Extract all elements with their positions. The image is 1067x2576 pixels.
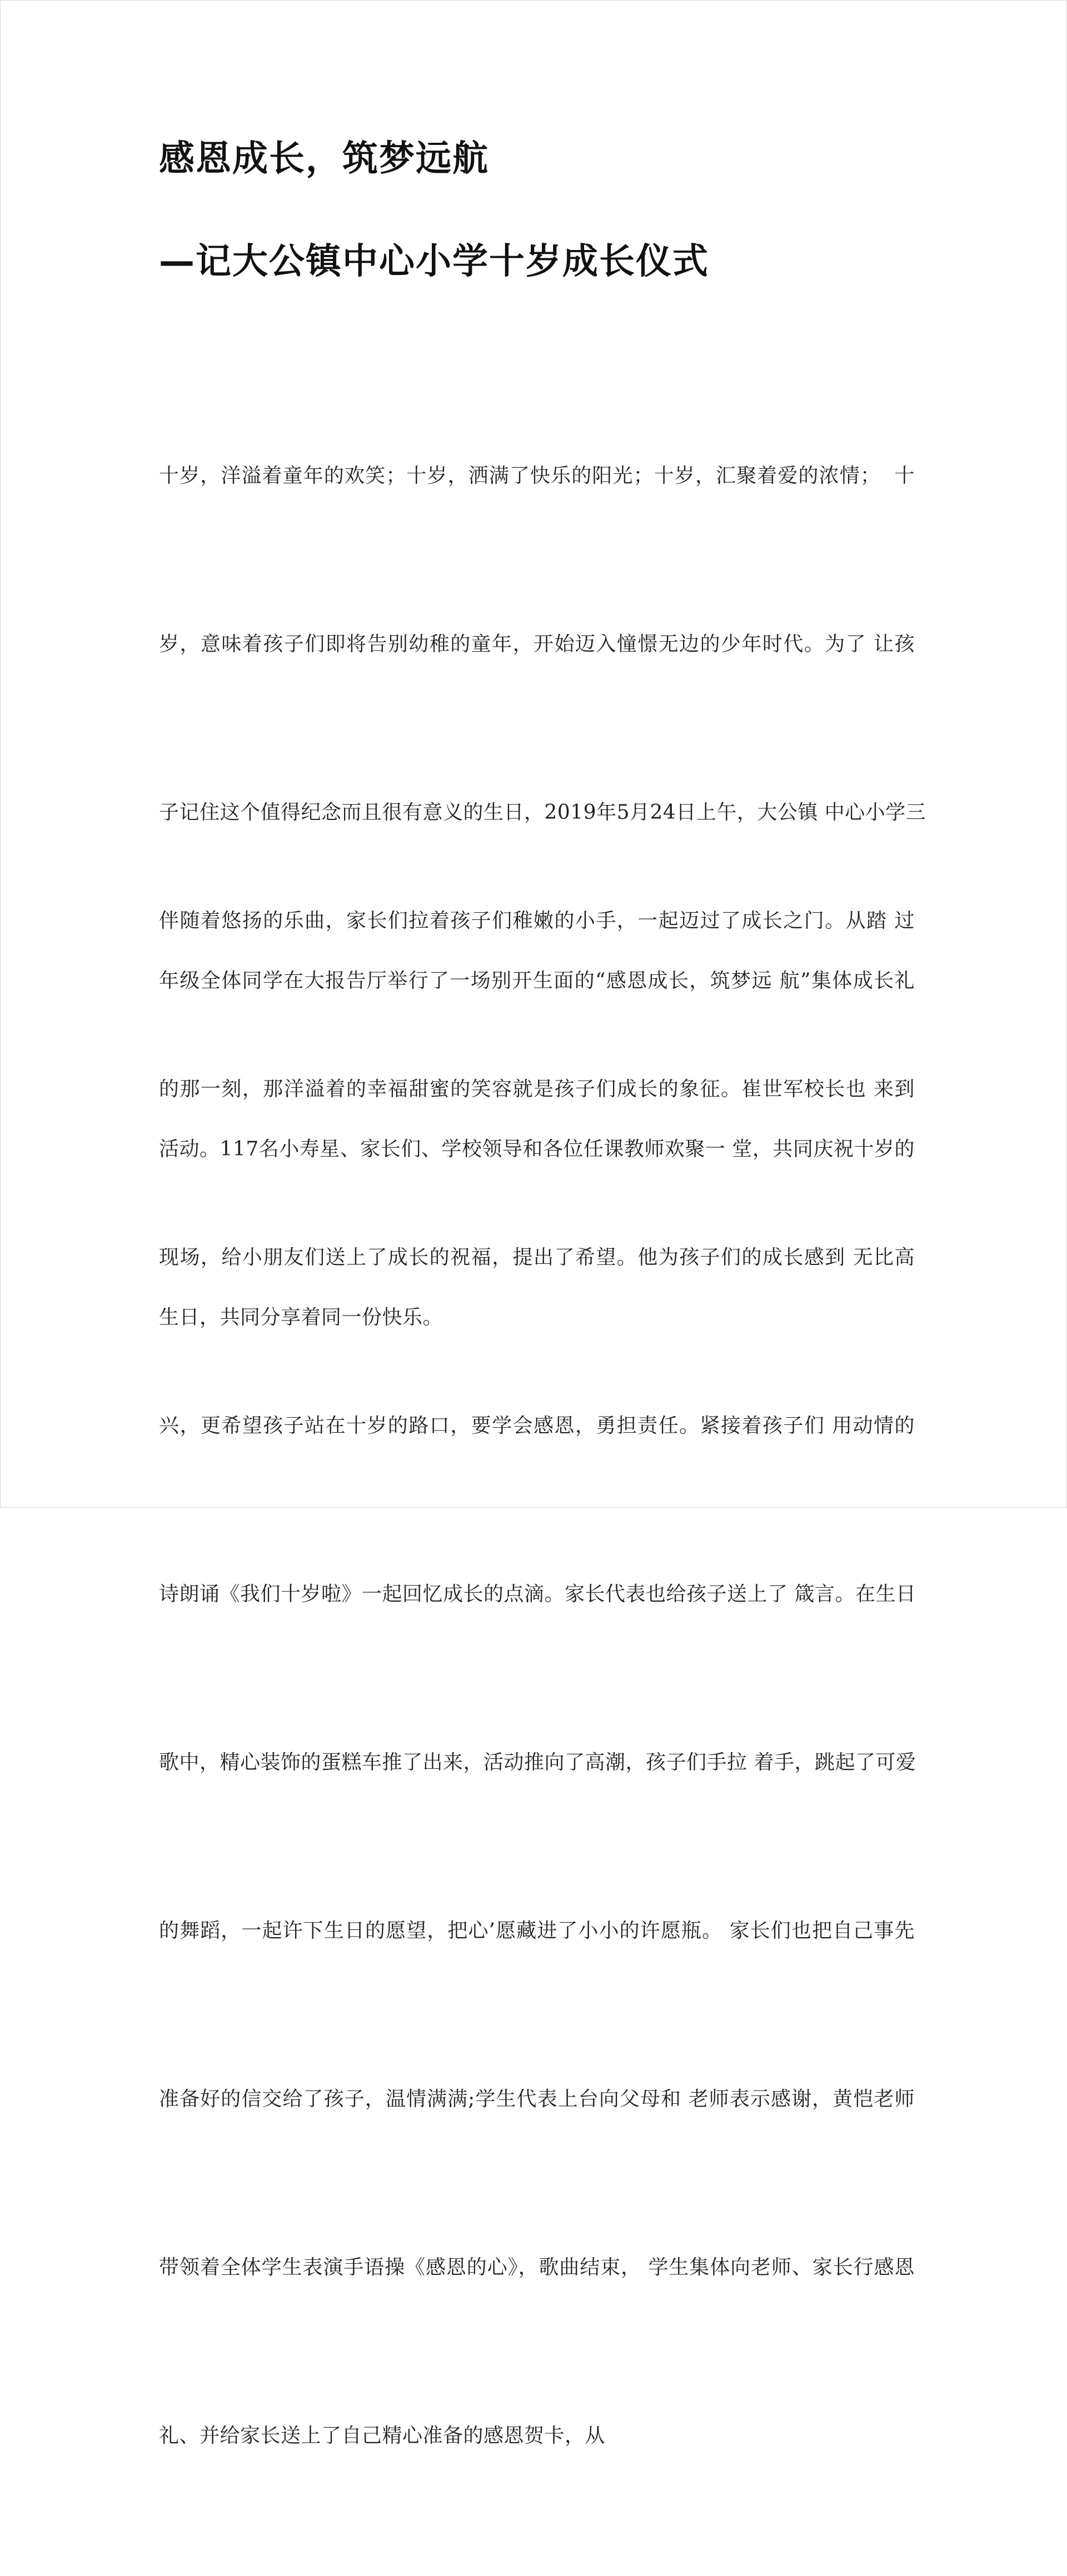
paragraph-line: 准备好的信交给了孩子，温情满满;学生代表上台向父母和 老师表示感谢，黄恺老师 xyxy=(159,2088,915,2110)
paragraph-line: 歌中，精心装饰的蛋糕车推了出来，活动推向了高潮，孩子们手拉 着手，跳起了可爱 xyxy=(159,1751,916,1774)
paragraph-line: 伴随着悠扬的乐曲，家长们拉着孩子们稚嫩的小手，一起迈过了成长之门。从踏 过 xyxy=(159,909,915,932)
paragraph-line: 兴，更希望孩子站在十岁的路口，要学会感恩，勇担责任。紧接着孩子们 用动情的 xyxy=(159,1414,915,1437)
paragraph-line: 带领着全体学生表演手语操《感恩的心》，歌曲结束， 学生集体向老师、家长行感恩 xyxy=(159,2256,915,2279)
paragraph-line: 生日，共同分享着同一份快乐。 xyxy=(159,1306,443,1329)
paragraph-2 xyxy=(159,781,926,2576)
paragraph-line: 子记住这个值得纪念而且很有意义的生日，2019年5月24日上午，大公镇 中心小学三 xyxy=(159,801,926,824)
paragraph-line: 现场，给小朋友们送上了成长的祝福，提出了希望。他为孩子们的成长感到 无比高 xyxy=(159,1246,915,1269)
paragraph-line: 的舞蹈，一起许下生日的愿望，把心’愿藏进了小小的许愿瓶。 家长们也把自己事先 xyxy=(159,1919,915,1942)
page-title: 感恩成长，筑梦远航 xyxy=(159,138,489,179)
paragraph-line: 的那一刻，那洋溢着的幸福甜蜜的笑容就是孩子们成长的象征。崔世军校长也 来到 xyxy=(159,1078,915,1101)
paragraph-line: 岁，意味着孩子们即将告别幼稚的童年，开始迈入憧憬无边的少年时代。为了 让孩 xyxy=(159,633,915,656)
page-subtitle: —记大公镇中心小学十岁成长仪式 xyxy=(159,241,709,282)
paragraph-line: 诗朗诵《我们十岁啦》一起回忆成长的点滴。家长代表也给孩子送上了 箴言。在生日 xyxy=(159,1583,916,1605)
paragraph-line: 礼、并给家长送上了自己精心准备的感恩贺卡，从 xyxy=(159,2424,606,2447)
paragraph-line: 活动。117名小寿星、家长们、学校领导和各位任课教师欢聚一 堂，共同庆祝十岁的 xyxy=(159,1138,915,1161)
paragraph-line: 年级全体同学在大报告厅举行了一场别开生面的“感恩成长，筑梦远 航”集体成长礼 xyxy=(159,969,915,992)
paragraph-line: 十岁，洋溢着童年的欢笑；十岁，洒满了快乐的阳光；十岁，汇聚着爱的浓情； 十 xyxy=(159,464,915,487)
